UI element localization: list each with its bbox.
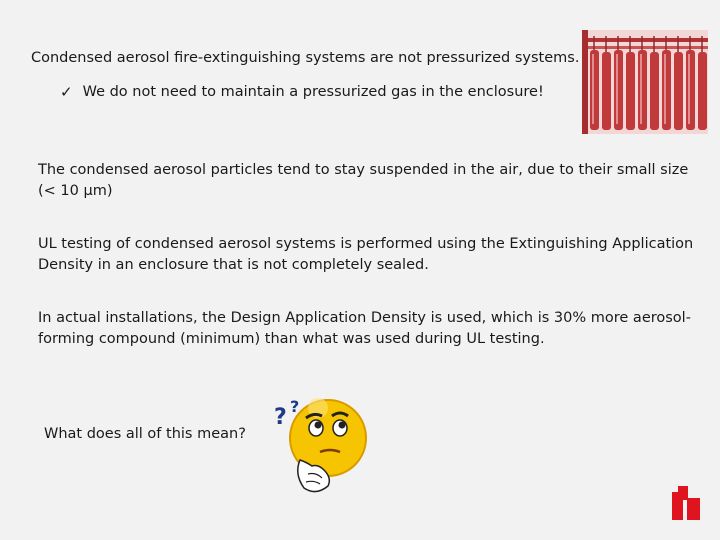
question-text: What does all of this mean?	[44, 426, 246, 442]
sub-point-text: We do not need to maintain a pressurized gas in the enclosure!	[82, 84, 544, 100]
thinking-face-icon	[272, 390, 372, 500]
svg-text:?: ?	[290, 397, 300, 416]
intro-text: Condensed aerosol fire-extinguishing systems are not pressurized systems.	[31, 50, 580, 66]
paragraph-ul-testing: UL testing of condensed aerosol systems is performed using the Extinguishing Application Density in an enclosure that is not completely sealed.	[38, 236, 694, 273]
sub-point	[60, 82, 544, 103]
paragraph-particles: The condensed aerosol particles tend to stay suspended in the air, due to their small size (< 10 µm)	[38, 162, 689, 199]
brand-logo-icon	[672, 484, 700, 520]
check-icon: ✓	[60, 83, 73, 101]
paragraph-design-density: In actual installations, the Design Application Density is used, which is 30% more aerosol-forming compound (minimum) than what was used during UL testing.	[38, 310, 691, 347]
svg-text:?: ?	[274, 405, 287, 430]
gas-cylinder-bank-photo	[582, 30, 708, 134]
